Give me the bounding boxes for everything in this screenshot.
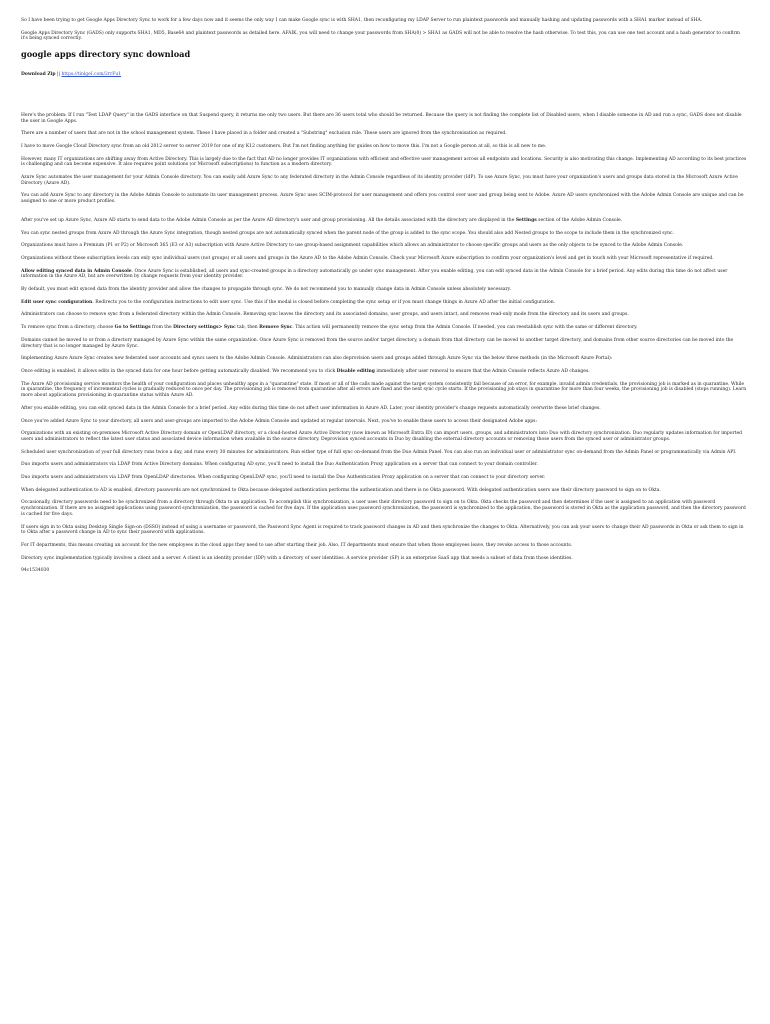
text-run: immediately after user removal to ensure that the Admin Console reflects Azure AD changes. (374, 368, 590, 374)
body-paragraph: Here's the problem: If I run "Test LDAP Query" in the GADS interface on that Suspend query, it returns me only two users. But there are 36 users total who should be returned. Because the query is not finding the complete list of Disabled users, when I disable someone in AD and run a sync, GADS does not disable the user in Google Apps. (21, 112, 742, 124)
body-paragraph: Domains cannot be moved to or from a directory managed by Azure Sync within the same organization. Once Azure Sync is removed from the source and/or target directory, a domain from that directory can be moved to another target directory, and domains from other source directories can be moved into the directory that is no longer managed by Azure Sync. (21, 337, 734, 349)
body-paragraph: However, many IT organizations are shifting away from Active Directory. This is largely due to the fact that AD no longer provides IT organizations with efficient and effective user management across all endpoints and locations. Security is also motivating this change. Implementing AD according to its best practices is challenging and can become expensive. It also requires point solutions (or Microsoft subscriptions) to function as a modern directory. (21, 156, 747, 168)
intro-paragraph: So I have been trying to get Google Apps Directory Sync to work for a few days now and it seems the only way I can make Google sync is with SHA1, then reconfiguring my LDAP Server to run plaintext passwords and manually hashing and updating passwords with a SHA1 marker instead of SHA. (21, 18, 703, 23)
text-run: . This action will permanently remove the sync setup from the Admin Console. If needed, you can reestablish sync with the same or different directory. (292, 325, 638, 331)
page-title: google apps directory sync download (21, 49, 191, 60)
body-paragraph: You can add Azure Sync to any directory in the Adobe Admin Console to automate its user management process. Azure Sync uses SCIM-protocol for user management and offers you control over user and group being sent to Adobe. Azure AD users synchronized with the Adobe Admin Console are unique and can be assigned to one or more product profiles. (21, 193, 744, 205)
text-run: section of the Adobe Admin Console. (536, 217, 623, 223)
body-paragraph: Duo imports users and administrators via LDAP from OpenLDAP directories. When configuring OpenLDAP sync, you'll need to install the Duo Authentication Proxy application on a server that can connect to your directory server. (21, 475, 546, 481)
remove-sync-paragraph (21, 325, 748, 331)
body-paragraph: Duo imports users and administrators via LDAP from Active Directory domains. When configuring AD sync, you'll need to install the Duo Authentication Proxy application on a server that can connect to your domain controller. (21, 462, 538, 468)
allow-editing-label: Allow editing synced data in Admin Console (21, 268, 132, 274)
body-paragraph: You can sync nested groups from Azure AD through the Azure Sync integration, though nested groups are not automatically synced when the parent node of the group is added to the sync scope. You should also add Nested groups to the scope to include them in the synchronized sync. (21, 230, 674, 236)
body-paragraph: Occasionally, directory passwords need to be synchronized from a directory through Okta to an application. To accomplish this synchronization, a user uses their directory password to sign on to Okta. Okta checks the password and then determines if the user is assigned to an application with password synchronization. If there are no assigned applications using password synchronization, the password is cached for five days. If the application uses password synchronization, the password is synchronized to the application, the password is stored in Okta as the application password, and then the directory password is cached for five days. (21, 500, 746, 517)
disable-editing-paragraph (21, 369, 748, 375)
remove-sync-label: Remove Sync (259, 325, 293, 331)
disable-editing-label: Disable editing (336, 368, 375, 374)
download-line (21, 72, 748, 78)
text-run: from the (150, 325, 174, 331)
intro-paragraph: Google Apps Directory Sync (GADS) only supports SHA1, MD5, Base64 and plaintext passwords as detailed here. AFAIK, you will need to change your passwords from SHA(0) > SHA1 as GADS will not be able to resolve the hash otherwise. To test this, you can use one test account and a hash generator to confirm it's being synced correctly. (21, 30, 740, 42)
text-run: To remove sync from a directory, choose (21, 325, 115, 331)
body-paragraph: Azure Sync automates the user management for your Admin Console directory. You can easily add Azure Sync to any federated directory in the Admin Console regardless of its identity provider (IdP). To use Azure Sync, you must have your organization's users and groups data stored in the Microsoft Azure Active Directory (Azure AD). (21, 175, 738, 186)
text-run: . Redirects you to the configuration instructions to edit user sync. Use this if the modal is closed before completing the sync setup or if you must change things in Azure AD after the initial configuration. (92, 299, 556, 305)
body-paragraph: I have to move Google Cloud Directory sync from an old 2012 server to server 2019 for one of my K12 customers. But I'm not finding anything for guides on how to move this. I'm not a Google person at all, so this is all new to me. (21, 143, 547, 149)
body-paragraph: If users sign in to Okta using Desktop Single Sign-on (DSSO) instead of using a username or password, the Password Sync Agent is required to track password changes in AD and then synchronize the changes to Okta. Alternatively, you can ask your users to change their AD passwords in Okta or ask them to sign in to Okta after a password change in AD to sync their password with applications. (21, 524, 744, 536)
directory-settings-label: Directory settings> Sync (173, 325, 236, 331)
settings-paragraph (21, 218, 748, 224)
download-separator: || (56, 72, 61, 78)
body-paragraph: Once you've added Azure Sync to your directory, all users and user-groups are imported to the Adobe Admin Console and updated at regular intervals. Next, you've to enable these users to access their designated Adobe apps: (21, 418, 538, 424)
text-run: tab, then (235, 325, 260, 331)
text-run: . Once Azure Sync is established, all users and sync-created groups in a directory automatically go under sync management. After you enable editing, you can edit synced data in the Admin Console for a brief period. Any edits during this time do not affect user information in the Azure AD, but are overwritten by change requests from your identity provider. (21, 268, 728, 280)
settings-label: Settings (515, 217, 537, 223)
body-paragraph: Directory sync implementation typically involves a client and a server. A client is an identity provider (IDP) with a directory of user identities. A service provider (SP) is an enterprise SaaS app that needs a subset of data from those identities. (21, 555, 573, 561)
body-paragraph: The Azure AD provisioning service monitors the health of your configuration and places unhealthy apps in a "quarantine" state. If most or all of the calls made against the target system consistently fail because of an error, for example, invalid admin credentials, the provisioning job is marked as in quarantine. While in quarantine, the frequency of incremental cycles is gradually reduced to once per day. The provisioning job is removed from quarantine after all errors are fixed and the next sync cycle starts. If the provisioning job stays in quarantine for more than four weeks, the provisioning job is disabled (stops running). Learn more about applications provisioning in quarantine status within Azure AD. (21, 381, 747, 399)
body-paragraph: Scheduled user synchronization of your full directory runs twice a day, and runs every 30 minutes for administrators. Run either type of full sync on-demand from the Duo Admin Panel. You can also run an individual user or administrator sync on-demand from the Admin Panel or programmatically via Admin API. (21, 449, 737, 455)
body-paragraph: Organizations without these subscription levels can only sync individual users (not groups) or all users and groups in the Azure AD to the Adobe Admin Console. Check your Microsoft Azure subscription to confirm your organization's level and get in touch with your Microsoft representative if required. (21, 255, 714, 261)
edit-config-label: Edit user sync configuration (21, 299, 93, 305)
text-run: Once editing is enabled, it allows edits in the synced data for one hour before getting automatically disabled. We recommend you to click (21, 368, 337, 374)
footer-code: 94c1534030 (21, 568, 50, 574)
body-paragraph: By default, you must edit synced data from the identity provider and allow the changes to propagate through sync. We do not recommend you to manually change data in Admin Console unless absolutely necessary. (21, 287, 512, 293)
body-paragraph: After you enable editing, you can edit synced data in the Admin Console for a brief period. Any edits during this time do not affect user information in Azure AD. Later, your identity provider's change requests automatically overwrite these brief changes. (21, 405, 601, 411)
document-page (21, 18, 748, 581)
download-link[interactable]: https://tinlgeI.com/2rrFu1 (61, 72, 122, 78)
body-paragraph: When delegated authentication to AD is enabled, directory passwords are not synchronized to Okta because delegated authentication performs the authentication and there is no Okta password. With delegated authentication users use their directory password to sign on to Okta. (21, 487, 661, 493)
body-paragraph: Organizations must have a Premium (P1 or P2) or Microsoft 365 (E3 or A3) subscription with Azure Active Directory to use group-based assignment capabilities which allows an administrator to choose specific groups and users as the only objects to be synced to the Adobe Admin Console. (21, 243, 684, 249)
download-label: Download Zip (21, 72, 56, 78)
spacer (21, 100, 748, 113)
body-paragraph: Organizations with an existing on-premises Microsoft Active Directory domain or OpenLDAP directory, or a cloud-hosted Azure Active Directory (now known as Microsoft Entra ID) can import users, groups, and administrators into Duo with directory synchronization. Duo regularly updates information for imported users and administrators to reflect the latest user status and associated device information when available in the source directory. Deprovision synced accounts in Duo by disabling the external directory accounts or removing those users from the synced user or administrator groups. (21, 431, 743, 442)
edit-config-paragraph (21, 300, 748, 306)
go-to-settings-label: Go to Settings (114, 325, 151, 331)
text-run: After you've set up Azure Sync, Azure AD starts to send data to the Adobe Admin Console as per the Azure AD directory's user and group provisioning. All the details associated with the directory are displayed in the (21, 217, 516, 223)
body-paragraph: Administrators can choose to remove sync from a federated directory within the Admin Console. Removing sync leaves the directory and its associated domains, user groups, and users intact, and removes read-only mode from the directory and its users and groups. (21, 312, 629, 318)
body-paragraph: There are a number of users that are not in the school management system. These I have placed in a folder and created a "Substring" exclusion rule. These users are ignored from the synchronisation as required. (21, 131, 507, 137)
body-paragraph: For IT departments, this means creating an account for the new employees in the cloud apps they need to use after starting their job. Also, IT departments must ensure that when those employees leave, they revoke access to those accounts. (21, 542, 573, 548)
allow-editing-paragraph (21, 269, 748, 280)
body-paragraph: Implementing Azure Azure Sync creates new federated user accounts and syncs users to the Adobe Admin Console. Administrators can also deprovision users and groups added through Azure Sync via the below three methods (in the Microsoft Azure Portal): (21, 356, 613, 362)
